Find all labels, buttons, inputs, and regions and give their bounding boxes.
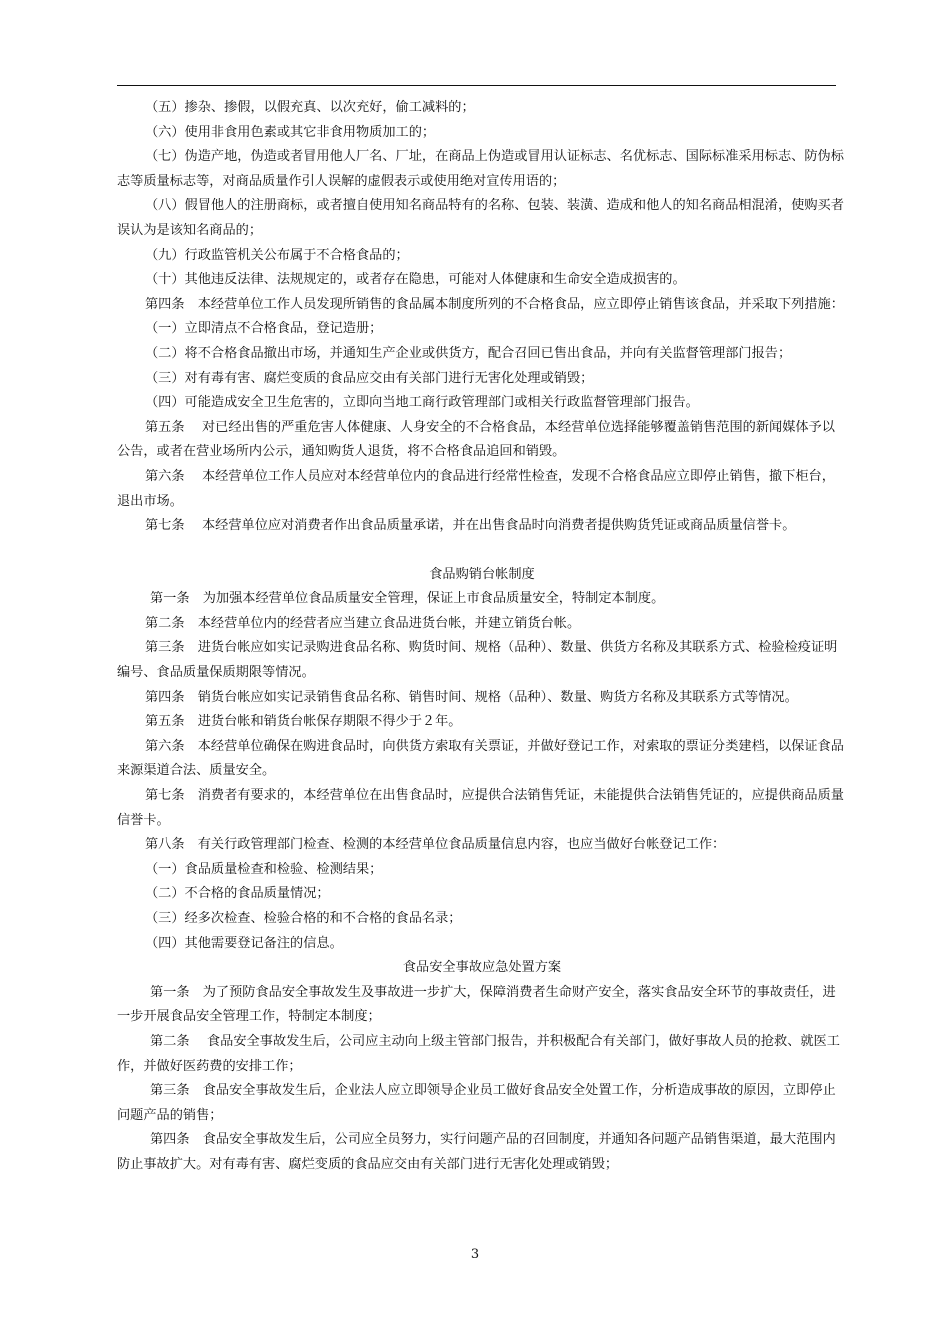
article-3: 第三条 食品安全事故发生后，企业法人应立即领导企业员工做好食品安全处置工作，分析造成事故的原因，立即停止问题产品的销售； bbox=[117, 1083, 836, 1123]
header-rule bbox=[117, 85, 836, 86]
list-item: （二）将不合格食品撤出市场，并通知生产企业或供货方，配合召回已售出食品，并向有关监督管理部门报告； bbox=[145, 345, 792, 361]
article-4: 第四条 销货台帐应如实记录销售食品名称、销售时间、规格（品种）、数量、购货方名称及其联系方式等情况。 bbox=[145, 689, 798, 705]
section-title: 食品购销台帐制度 bbox=[429, 566, 535, 582]
article-6: 第六条 本经营单位确保在购进食品时，向供货方索取有关票证，并做好登记工作，对索取的票证分类建档，以保证食品来源渠道合法、质量安全。 bbox=[117, 738, 844, 779]
list-item: （三）经多次检查、检验合格的和不合格的食品名录； bbox=[145, 911, 462, 926]
list-item: （六）使用非食用色素或其它非食用物质加工的； bbox=[145, 124, 436, 140]
page-number: 3 bbox=[470, 1247, 480, 1262]
article-2: 第二条 食品安全事故发生后，公司应主动向上级主管部门报告，并积极配合有关部门，做好事故人员的抢救、就医工作，并做好医药费的安排工作； bbox=[117, 1033, 840, 1074]
article-5: 第五条 对已经出售的严重危害人体健康、人身安全的不合格食品，本经营单位选择能够覆盖销售范围的新闻媒体予以公告，或者在营业场所内公示，通知购货人退货，将不合格食品追回和销毁。 bbox=[117, 419, 835, 460]
article-4: 第四条 本经营单位工作人员发现所销售的食品属本制度所列的不合格食品，应立即停止销售该食品，并采取下列措施： bbox=[145, 296, 844, 312]
article-8: 第八条 有关行政管理部门检查、检测的本经营单位食品质量信息内容，也应当做好台帐登记工作： bbox=[145, 837, 726, 853]
list-item: （四）可能造成安全卫生危害的，立即向当地工商行政管理部门或相关行政监督管理部门报告。 bbox=[145, 395, 699, 411]
article-1: 第一条 为了预防食品安全事故发生及事故进一步扩大，保障消费者生命财产安全，落实食品安全环节的事故责任，进一步开展食品安全管理工作，特制定本制度； bbox=[117, 984, 836, 1025]
list-item: （一）立即清点不合格食品，登记造册； bbox=[145, 321, 383, 337]
list-item: （四）其他需要登记备注的信息。 bbox=[145, 935, 343, 951]
list-item: （十）其他违反法律、法规规定的，或者存在隐患，可能对人体健康和生命安全造成损害的。 bbox=[145, 272, 686, 288]
list-item: （八）假冒他人的注册商标，或者擅自使用知名商品特有的名称、包装、装潢、造成和他人的知名商品相混淆，使购买者误认为是该知名商品的； bbox=[117, 198, 844, 238]
article-3: 第三条 进货台帐应如实记录购进食品名称、购货时间、规格（品种）、数量、供货方名称及其联系方式、检验检疫证明编号、食品质量保质期限等情况。 bbox=[117, 640, 838, 681]
article-7: 第七条 消费者有要求的，本经营单位在出售食品时，应提供合法销售凭证，未能提供合法销售凭证的，应提供商品质量信誉卡。 bbox=[117, 788, 844, 828]
article-1: 第一条 为加强本经营单位食品质量安全管理，保证上市食品质量安全，特制定本制度。 bbox=[150, 591, 665, 607]
list-item: （三）对有毒有害、腐烂变质的食品应交由有关部门进行无害化处理或销毁； bbox=[145, 370, 594, 386]
document-body bbox=[117, 96, 847, 1178]
list-item: （五）掺杂、掺假，以假充真、以次充好，偷工减料的； bbox=[145, 100, 475, 115]
list-item: （二）不合格的食品质量情况； bbox=[145, 886, 330, 902]
section-title: 食品安全事故应急处置方案 bbox=[402, 960, 562, 976]
article-7: 第七条 本经营单位应对消费者作出食品质量承诺，并在出售食品时向消费者提供购货凭证或商品质量信誉卡。 bbox=[145, 518, 796, 534]
article-6: 第六条 本经营单位工作人员应对本经营单位内的食品进行经常性检查，发现不合格食品应立即停止销售，撤下柜台，退出市场。 bbox=[117, 468, 835, 509]
list-item: （九）行政监管机关公布属于不合格食品的； bbox=[145, 247, 409, 263]
list-item: （七）伪造产地，伪造或者冒用他人厂名、厂址，在商品上伪造或冒用认证标志、名优标志、国际标准采用标志、防伪标志等质量标志等，对商品质量作引人误解的虚假表示或使用绝对宣传用语的； bbox=[117, 149, 844, 189]
article-5: 第五条 进货台帐和销货台帐保存期限不得少于２年。 bbox=[145, 714, 462, 730]
section-spacer bbox=[117, 539, 847, 563]
article-2: 第二条 本经营单位内的经营者应当建立食品进货台帐，并建立销货台帐。 bbox=[145, 615, 581, 631]
article-4: 第四条 食品安全事故发生后，公司应全员努力，实行问题产品的召回制度，并通知各问题产品销售渠道，最大范围内防止事故扩大。对有毒有害、腐烂变质的食品应交由有关部门进行无害化处理或销毁； bbox=[117, 1132, 836, 1172]
list-item: （一）食品质量检查和检验、检测结果； bbox=[145, 861, 383, 877]
